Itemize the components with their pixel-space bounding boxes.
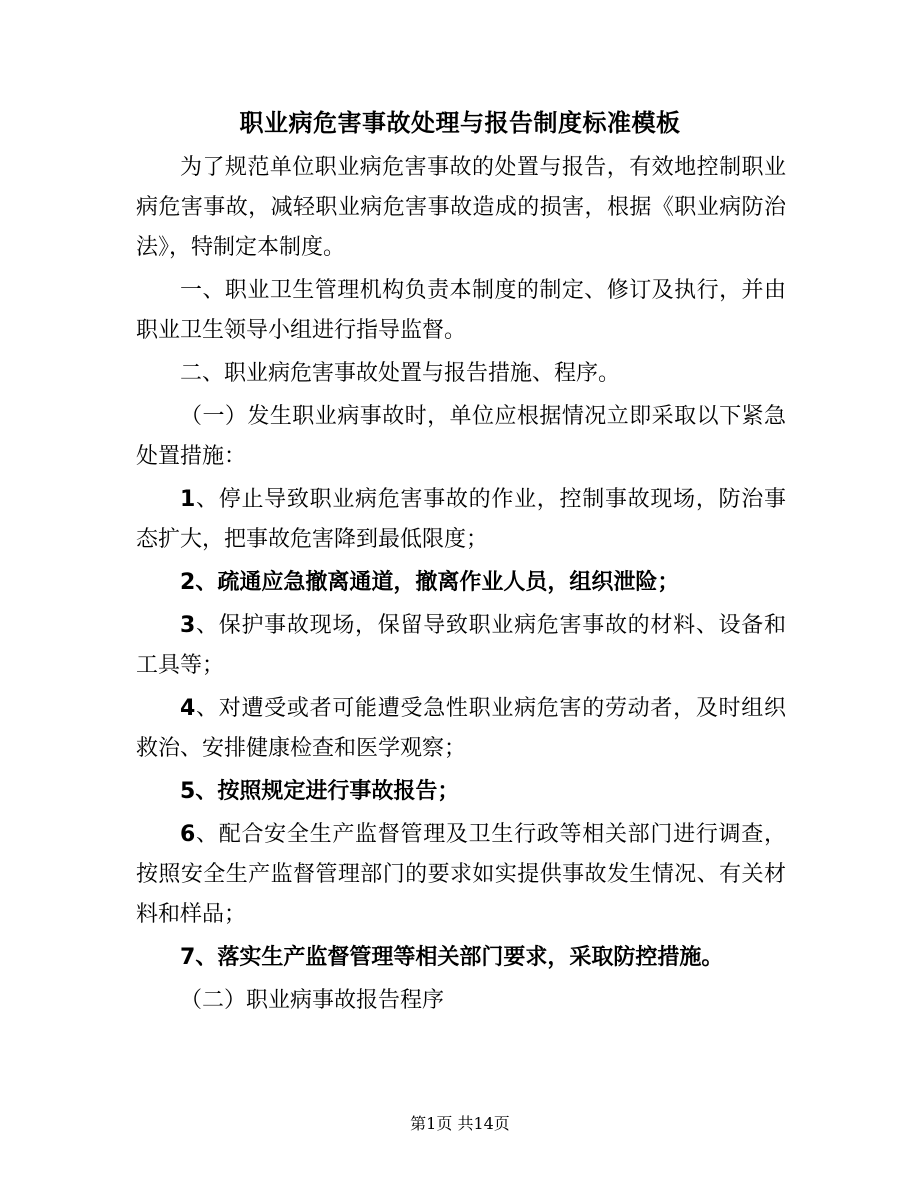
paragraph-section-1: 一、职业卫生管理机构负责本制度的制定、修订及执行，并由职业卫生领导小组进行指导监督。 — [136, 278, 786, 343]
list-item-7: 7、落实生产监督管理等相关部门要求，采取防控措施。 — [180, 945, 724, 970]
list-item-5: 5、按照规定进行事故报告； — [180, 779, 460, 804]
list-item-4: 4、对遭受或者可能遭受急性职业病危害的劳动者，及时组织救治、安排健康检查和医学观察； — [136, 696, 786, 761]
list-item-3: 3、保护事故现场，保留导致职业病危害事故的材料、设备和工具等； — [136, 613, 786, 678]
paragraph-subsection-2-heading: （二）职业病事故报告程序 — [180, 988, 445, 1013]
list-item-6: 6、配合安全生产监督管理及卫生行政等相关部门进行调查，按照安全生产监督管理部门的要求如实提供事故发生情况、有关材料和样品； — [136, 822, 786, 927]
document-body — [136, 148, 786, 1024]
paragraph-intro: 为了规范单位职业病危害事故的处置与报告，有效地控制职业病危害事故，减轻职业病危害事故造成的损害，根据《职业病防治法》，特制定本制度。 — [136, 155, 786, 260]
list-item-2: 2、疏通应急撤离通道，撤离作业人员，组织泄险； — [180, 570, 680, 595]
page-footer: 第1页 共14页 — [410, 1114, 510, 1133]
list-item-1: 1、停止导致职业病危害事故的作业，控制事故现场，防治事态扩大，把事故危害降到最低限度； — [136, 487, 786, 552]
document-title: 职业病危害事故处理与报告制度标准模板 — [239, 109, 681, 137]
paragraph-section-2-heading: 二、职业病危害事故处置与报告措施、程序。 — [180, 361, 621, 386]
paragraph-subsection-1-heading: （一）发生职业病事故时，单位应根据情况立即采取以下紧急处置措施： — [136, 404, 786, 469]
